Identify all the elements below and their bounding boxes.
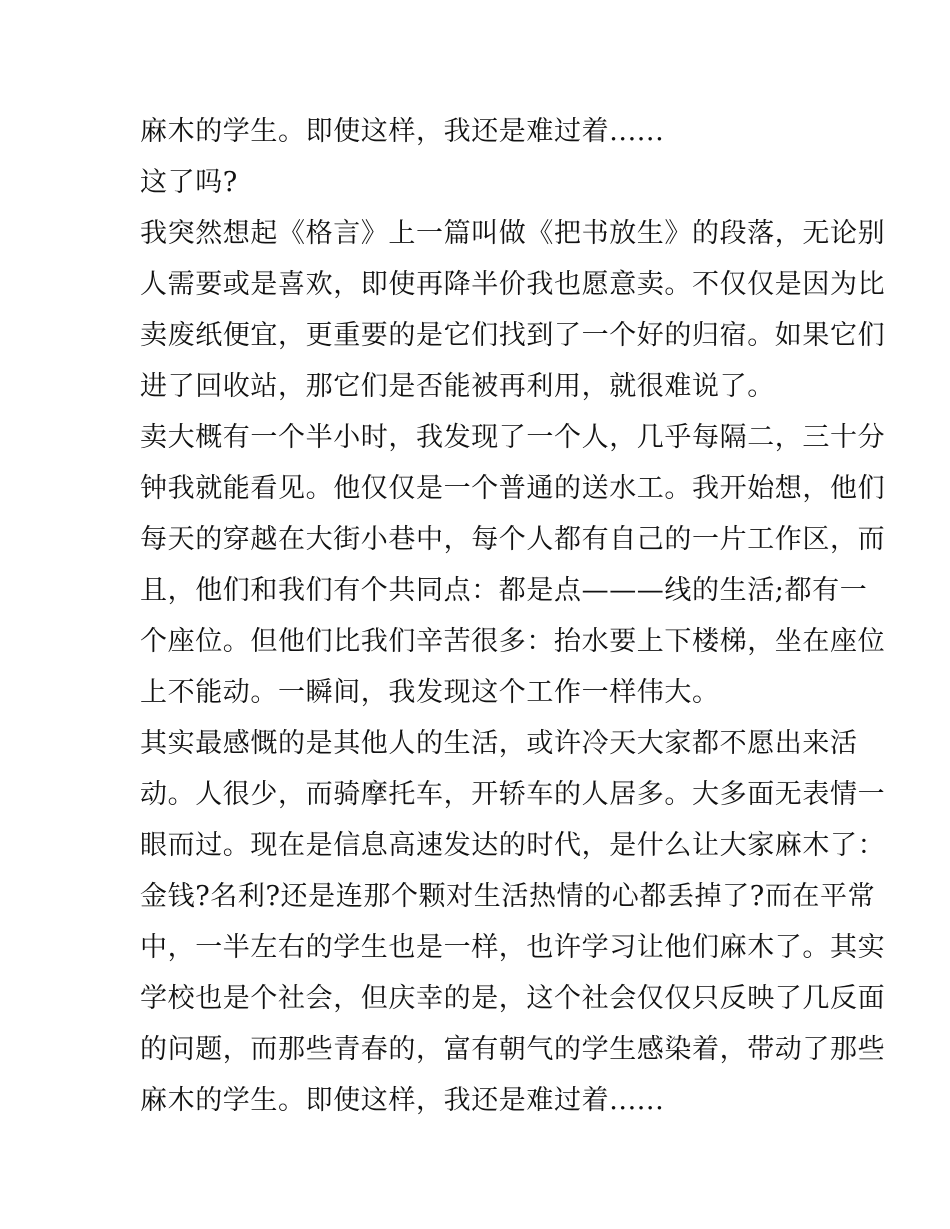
text-line: 进了回收站，那它们是否能被再利用，就很难说了。	[140, 371, 775, 402]
text-line: 眼而过。现在是信息高速发达的时代，是什么让大家麻木了：	[140, 830, 886, 861]
text-line: 卖大概有一个半小时，我发现了一个人，几乎每隔二，三十分	[140, 422, 886, 453]
text-line: 这了吗?	[140, 167, 238, 198]
text-line: 麻木的学生。即使这样，我还是难过着......	[140, 1085, 665, 1116]
text-line: 人需要或是喜欢，即使再降半价我也愿意卖。不仅仅是因为比	[140, 269, 886, 300]
text-line: 钟我就能看见。他仅仅是一个普通的送水工。我开始想，他们	[140, 473, 886, 504]
text-line: 学校也是个社会，但庆幸的是，这个社会仅仅只反映了几反面	[140, 983, 886, 1014]
text-line: 我突然想起《格言》上一篇叫做《把书放生》的段落，无论别	[140, 218, 886, 249]
text-line: 每天的穿越在大街小巷中，每个人都有自己的一片工作区，而	[140, 524, 886, 555]
text-line: 金钱?名利?还是连那个颗对生活热情的心都丢掉了?而在平常	[140, 881, 876, 912]
text-line: 上不能动。一瞬间，我发现这个工作一样伟大。	[140, 677, 720, 708]
document-body	[140, 106, 886, 1126]
text-line: 中，一半左右的学生也是一样，也许学习让他们麻木了。其实	[140, 932, 886, 963]
text-line: 麻木的学生。即使这样，我还是难过着......	[140, 116, 665, 147]
text-line: 个座位。但他们比我们辛苦很多：抬水要上下楼梯，坐在座位	[140, 626, 886, 657]
text-line: 卖废纸便宜，更重要的是它们找到了一个好的归宿。如果它们	[140, 320, 886, 351]
text-line: 其实最感慨的是其他人的生活，或许冷天大家都不愿出来活	[140, 728, 858, 759]
text-line: 且，他们和我们有个共同点：都是点———线的生活;都有一	[140, 575, 868, 606]
text-line: 的问题，而那些青春的，富有朝气的学生感染着，带动了那些	[140, 1034, 886, 1065]
text-line: 动。人很少，而骑摩托车，开轿车的人居多。大多面无表情一	[140, 779, 886, 810]
